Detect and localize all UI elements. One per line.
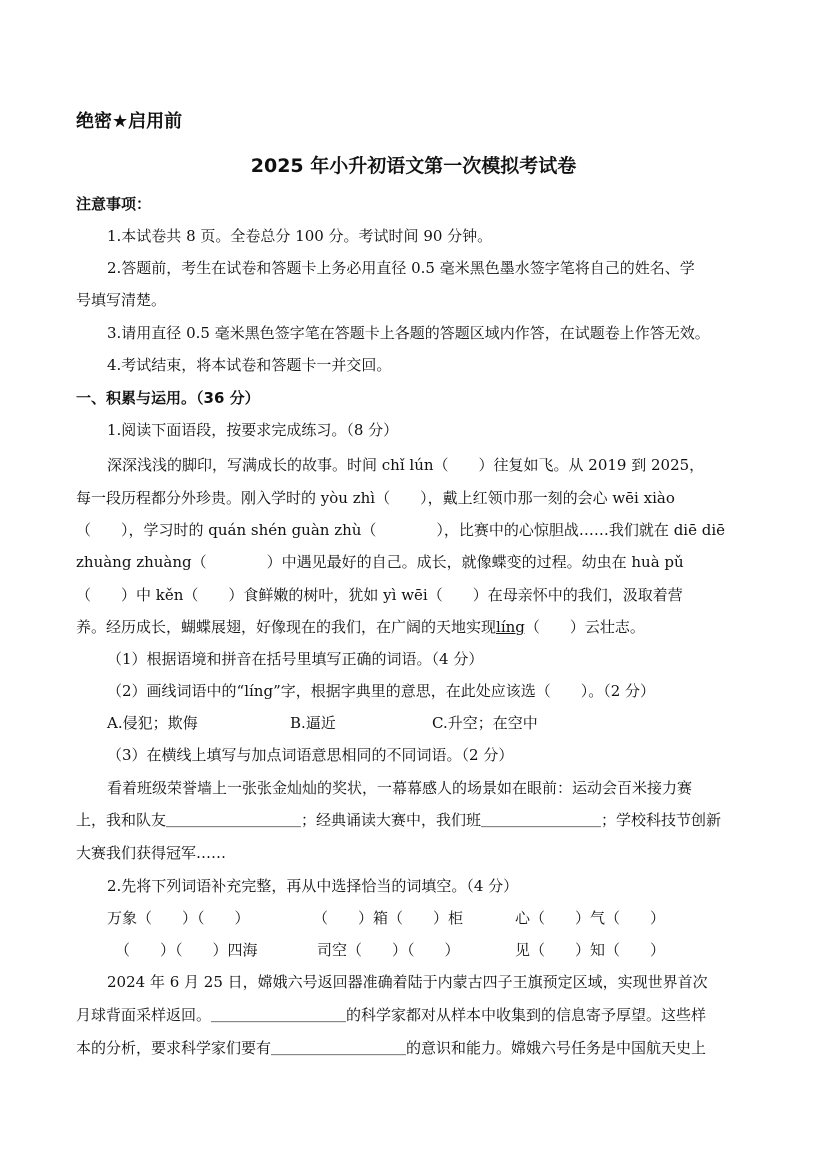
question-prompt: 2.先将下列词语补充完整，再从中选择恰当的词填空。（4 分）	[107, 877, 519, 895]
passage-line: 养。经历成长，蝴蝶展翅，好像现在的我们，在广阔的天地实现	[76, 618, 497, 636]
notice-item: 4.考试结束，将本试卷和答题卡一并交回。	[107, 356, 392, 374]
passage-line: （ ）中 kěn（ ）食鲜嫩的树叶，犹如 yì wēi（ ）在母亲怀中的我们，汲取着营	[76, 586, 683, 604]
section-heading: 一、积累与运用。（36 分）	[76, 389, 260, 407]
passage-line-last	[76, 617, 645, 637]
fill-text-line: 上，我和队友＿＿＿＿＿＿＿＿＿；经典诵读大赛中，我们班＿＿＿＿＿＿＿＿；学校科技节创新	[76, 811, 722, 829]
sub-question: （1）根据语境和拼音在括号里填写正确的词语。（4 分）	[107, 650, 484, 668]
exam-title: 2025 年小升初语文第一次模拟考试卷	[250, 155, 577, 177]
sub-question: （3）在横线上填写与加点词语意思相同的不同词语。（2 分）	[107, 746, 514, 764]
notice-item: 1.本试卷共 8 页。全卷总分 100 分。考试时间 90 分钟。	[107, 227, 493, 245]
question-prompt: 1.阅读下面语段，按要求完成练习。（8 分）	[107, 421, 399, 439]
option-a: A.侵犯；欺侮	[107, 714, 198, 732]
fill-text-line: 2024 年 6 月 25 日，嫦娥六号返回器准确着陆于内蒙古四子王旗预定区域，实现世界首次	[107, 973, 708, 991]
idiom-blank: 万象（ ）（ ）	[107, 909, 250, 927]
passage-tail: （ ）云壮志。	[524, 618, 645, 636]
notice-heading: 注意事项：	[76, 195, 152, 213]
notice-item: 号填写清楚。	[76, 291, 167, 309]
idiom-blank: （ ）箱（ ）柜	[313, 909, 464, 927]
notice-item: 2.答题前，考生在试卷和答题卡上务必用直径 0.5 毫米黑色墨水签字笔将自己的姓名、学	[107, 259, 695, 277]
fill-text-line: 大赛我们获得冠军……	[76, 844, 227, 862]
fill-text-line: 月球背面采样返回。＿＿＿＿＿＿＿＿＿的科学家都对从样本中收集到的信息寄予厚望。这些样	[76, 1006, 707, 1024]
sub-question: （2）画线词语中的“líng”字，根据字典里的意思，在此处应该选（ ）。（2 分）	[107, 682, 656, 700]
idiom-blank: 心（ ）气（ ）	[515, 909, 666, 927]
passage-line: （ ），学习时的 quán shén guàn zhù（ ），比赛中的心惊胆战……我们就在 diē diē	[76, 521, 726, 539]
confidential-label: 绝密★启用前	[76, 111, 183, 132]
passage-line: 深深浅浅的脚印，写满成长的故事。时间 chǐ lún（ ）往复如飞。从 2019 到 2025，	[107, 456, 705, 474]
notice-item: 3.请用直径 0.5 毫米黑色签字笔在答题卡上各题的答题区域内作答，在试题卷上作答无效。	[107, 324, 710, 342]
fill-text-line: 本的分析，要求科学家们要有＿＿＿＿＿＿＿＿＿的意识和能力。嫦娥六号任务是中国航天史上	[76, 1039, 707, 1057]
option-b: B.逼近	[290, 714, 336, 732]
passage-line: 每一段历程都分外珍贵。刚入学时的 yòu zhì（ ），戴上红领巾那一刻的会心 wēi xiào	[76, 489, 675, 507]
option-c: C.升空；在空中	[432, 714, 538, 732]
idiom-blank: 司空（ ）（ ）	[317, 941, 460, 959]
passage-line: zhuàng zhuàng（ ）中遇见最好的自己。成长，就像蝶变的过程。幼虫在 huà pǔ	[76, 553, 684, 571]
fill-text-line: 看着班级荣誉墙上一张张金灿灿的奖状，一幕幕感人的场景如在眼前：运动会百米接力赛	[107, 779, 693, 797]
idiom-blank: （ ）（ ）四海	[115, 941, 258, 959]
underlined-word: líng	[496, 618, 525, 636]
idiom-blank: 见（ ）知（ ）	[515, 941, 666, 959]
